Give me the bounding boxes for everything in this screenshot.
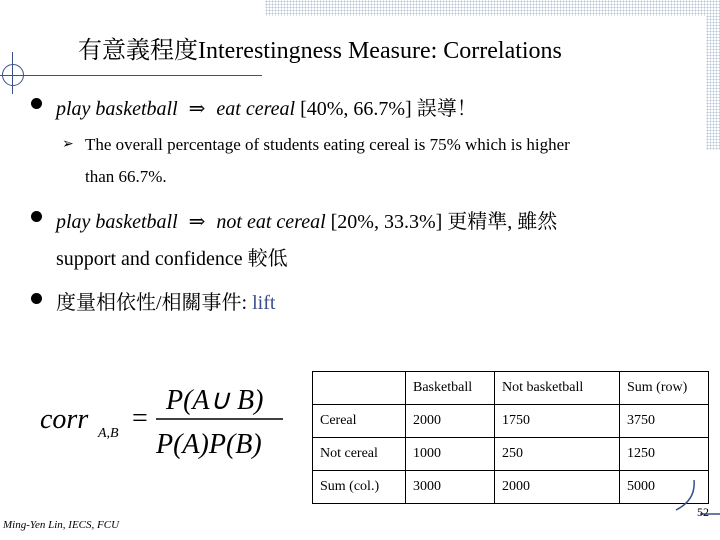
table-row-label: Sum (col.)	[313, 471, 406, 504]
sub-bullet-line-1: The overall percentage of students eating cereal is 75% which is higher	[85, 135, 570, 154]
formula-equals: =	[132, 403, 148, 434]
table-cell: 1000	[406, 438, 495, 471]
table-cell: 1250	[620, 438, 709, 471]
table-cell: 250	[495, 438, 620, 471]
bullet-dot	[31, 293, 42, 304]
bullet-2-rest: [20%, 33.3%] 更精準, 雖然	[325, 211, 558, 233]
slide-title: 有意義程度Interestingness Measure: Correlations	[78, 38, 562, 64]
bullet-2	[56, 205, 557, 234]
table-row-label: Cereal	[313, 405, 406, 438]
table-cell: 2000	[495, 471, 620, 504]
formula-lhs-subscript: A,B	[98, 426, 119, 441]
table-row	[313, 471, 709, 504]
contingency-table	[312, 371, 709, 504]
table-header-cell: Basketball	[406, 372, 495, 405]
decorative-dot-band-right	[706, 0, 720, 150]
implies-symbol: ⇒	[188, 211, 206, 233]
footer-author: Ming-Yen Lin, IECS, FCU	[3, 519, 120, 531]
table-row	[313, 438, 709, 471]
bullet-dot	[31, 98, 42, 109]
formula-numerator: P(A∪ B)	[166, 385, 264, 416]
bullet-1-rest: [40%, 66.7%] 誤導！	[295, 98, 477, 120]
decorative-dot-band	[265, 0, 720, 16]
table-cell: 5000	[620, 471, 709, 504]
table-header-cell: Sum (row)	[620, 372, 709, 405]
bullet-3	[56, 286, 275, 315]
table-header-cell	[313, 372, 406, 405]
bullet-dot	[31, 211, 42, 222]
table-cell: 1750	[495, 405, 620, 438]
bullet-2-object: not eat cereal	[216, 211, 326, 233]
sub-bullet-arrow-icon: ➢	[62, 137, 74, 152]
lift-term: lift	[252, 292, 276, 314]
table-cell: 3750	[620, 405, 709, 438]
page-number: 52	[697, 505, 709, 519]
sub-bullet-line-2: than 66.7%.	[85, 167, 167, 186]
title-divider	[0, 75, 262, 76]
implies-symbol: ⇒	[188, 98, 206, 120]
bullet-2-line-2: support and confidence 較低	[56, 248, 288, 270]
bullet-1-object: eat cereal	[216, 98, 296, 120]
formula-denominator: P(A)P(B)	[156, 429, 262, 460]
table-row-label: Not cereal	[313, 438, 406, 471]
crosshair-circle	[2, 64, 24, 86]
bullet-1-subject: play basketball	[56, 98, 178, 120]
table-cell: 3000	[406, 471, 495, 504]
bullet-1	[56, 92, 477, 121]
table-cell: 2000	[406, 405, 495, 438]
corner-crosshair-decoration	[672, 470, 720, 522]
table-header-cell: Not basketball	[495, 372, 620, 405]
formula-lhs: corr	[40, 404, 89, 435]
table-row	[313, 405, 709, 438]
table-header-row	[313, 372, 709, 405]
correlation-formula	[38, 375, 298, 475]
bullet-3-text: 度量相依性/相關事件:	[56, 292, 253, 314]
bullet-2-subject: play basketball	[56, 211, 178, 233]
